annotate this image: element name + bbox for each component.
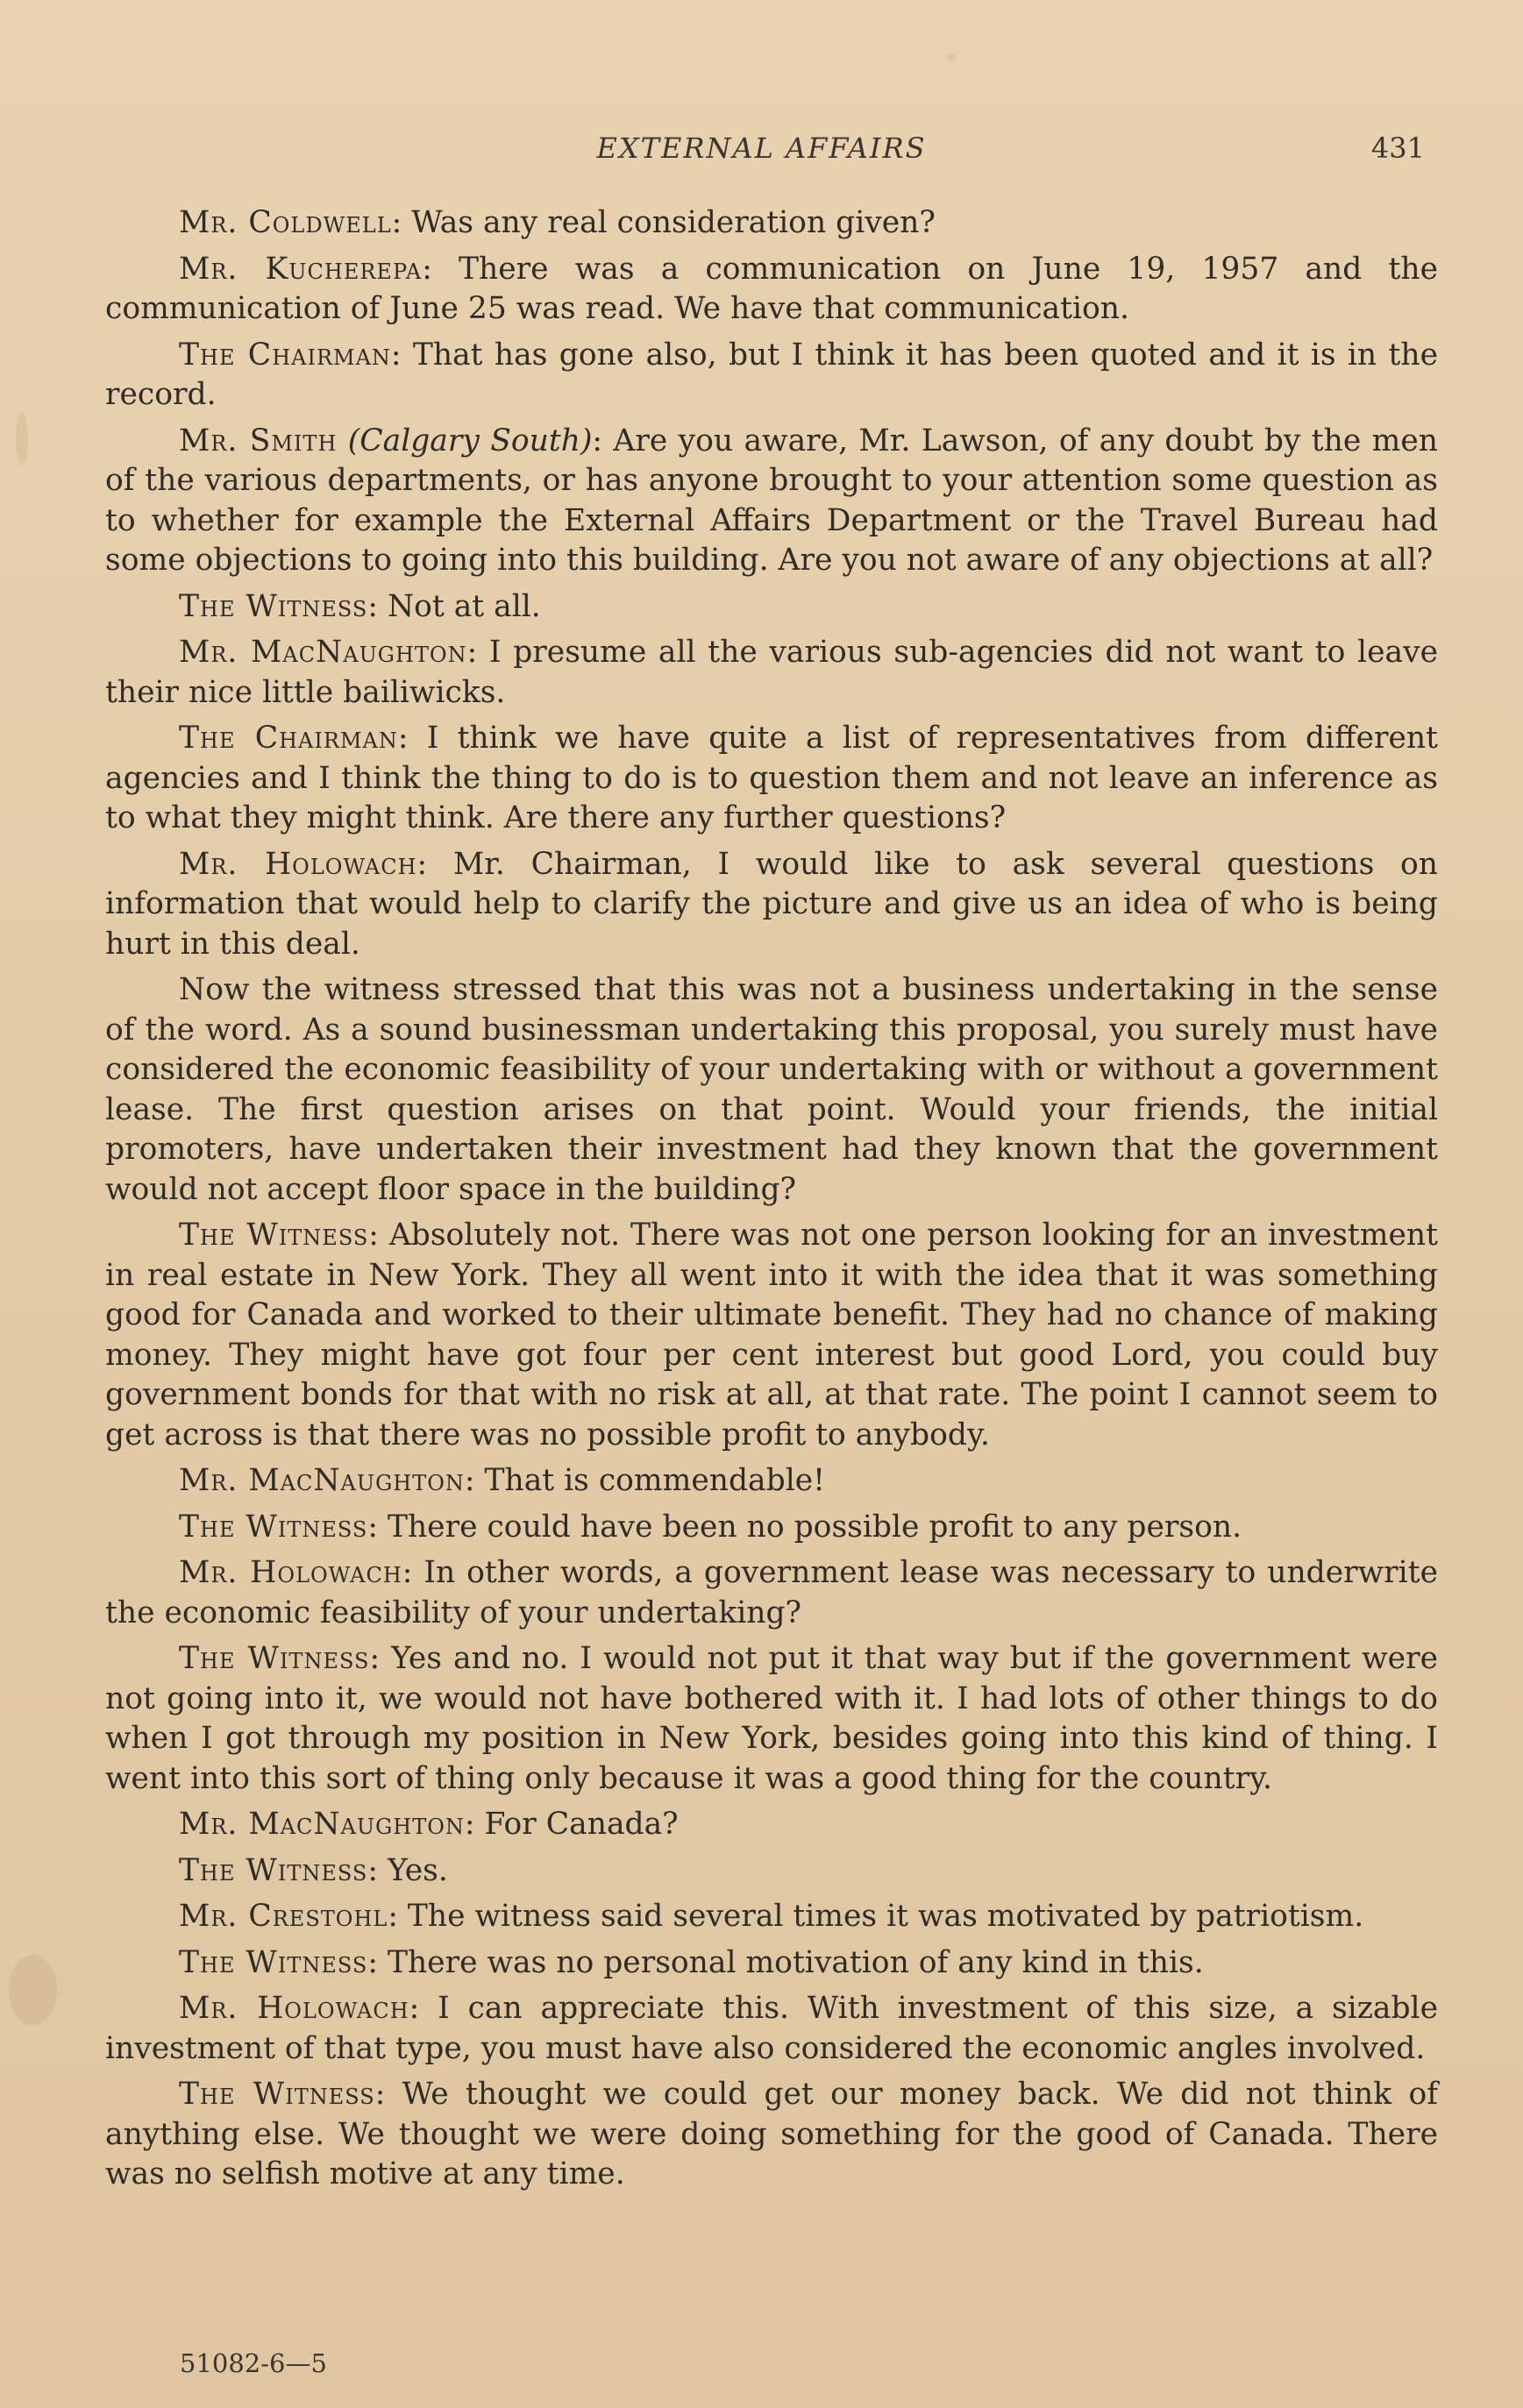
paper-stain <box>947 53 956 61</box>
speaker-name: The Witness <box>179 1218 369 1253</box>
paragraph <box>105 422 1438 581</box>
paragraph-text: : There could have been no possible profit to any person. <box>367 1509 1242 1545</box>
speaker-name: The Witness <box>179 1852 368 1888</box>
paragraph-text: : In other words, a government lease was necessary to underwrite the economic feasibility of your undertaking? <box>105 1555 1438 1630</box>
paragraph <box>105 845 1438 965</box>
paragraph <box>105 1216 1438 1455</box>
paragraph-text: : That has gone also, but I think it has been quoted and it is in the record. <box>105 337 1438 412</box>
speaker-name: The Witness <box>179 588 368 624</box>
footer-code: 51082-6—5 <box>180 2348 327 2378</box>
paragraph <box>105 250 1438 330</box>
paragraph-text: : We thought we could get our money back. We did not think of anything else. We thought we were doing something for the good of Canada. There was no selfish motive at any time. <box>105 2077 1438 2191</box>
paragraph <box>105 1639 1438 1799</box>
speaker-name: Mr. Kucherepa <box>179 251 423 287</box>
paragraph-text: : Yes. <box>367 1852 448 1888</box>
paragraph-text: : Mr. Chairman, I would like to ask several questions on information that would help to clarify the picture and give us an idea of who is being hurt in this deal. <box>105 846 1438 962</box>
paper-stain <box>16 412 28 465</box>
paragraph-text: : Was any real consideration given? <box>391 205 936 240</box>
paragraph-text: : Are you aware, Mr. Lawson, of any doubt by the men of the various departments, or has anyone brought to your attention some question as to whether for example the External Affairs Department or the Travel Bureau had some objections to going into this building. Are you not aware of any objections at all? <box>105 423 1439 578</box>
speaker-name: The Chairman <box>179 721 398 756</box>
paragraph <box>105 1989 1438 2069</box>
speaker-name: Mr. MacNaughton <box>179 635 467 670</box>
paragraph <box>105 719 1438 839</box>
paragraph <box>105 1897 1438 1937</box>
paragraph-text: : The witness said several times it was motivated by patriotism. <box>388 1899 1364 1934</box>
speaker-name: Mr. MacNaughton <box>179 1807 465 1842</box>
speaker-riding: (Calgary South) <box>347 423 593 458</box>
paragraph <box>105 1508 1438 1548</box>
paragraph <box>105 587 1438 628</box>
paper-stain <box>9 1955 57 2025</box>
speaker-name: The Witness <box>179 1641 370 1676</box>
speaker-name: The Witness <box>179 1509 368 1545</box>
speaker-name: Mr. Coldwell <box>179 205 392 240</box>
paragraph <box>105 970 1438 1210</box>
paragraph <box>105 1805 1438 1845</box>
speaker-name: Mr. Holowach <box>179 1991 409 2026</box>
speaker-name: Mr. MacNaughton <box>179 1463 465 1498</box>
paragraph-text: : There was no personal motivation of any kind in this. <box>367 1944 1204 1980</box>
paragraph <box>105 1461 1438 1502</box>
paragraph-text: : I think we have quite a list of representatives from different agencies and I think the thing to do is to question them and not leave an inference as to what they might think. Are there any further questions? <box>105 721 1438 835</box>
paragraph <box>105 336 1438 416</box>
speaker-name: Mr. Holowach <box>179 846 417 882</box>
page-number: 431 <box>1370 131 1425 165</box>
paragraph <box>105 1943 1438 1984</box>
paragraph-text: : Yes and no. I would not put it that way but if the government were not going into it, we would not have bothered with it. I had lots of other things to do when I got through my position in New York, besides going into this kind of thing. I went into this sort of thing only because it was a good thing for the country. <box>105 1641 1439 1796</box>
speaker-name: The Witness <box>179 2077 375 2112</box>
paragraph <box>105 1851 1438 1892</box>
speaker-name: The Witness <box>179 1944 368 1980</box>
paragraph-text: : There was a communication on June 19, 1957 and the communication of June 25 was read. We have that communication. <box>105 251 1438 326</box>
speaker-name: Mr. Holowach <box>179 1555 402 1590</box>
speaker-name: Mr. Crestohl <box>179 1899 388 1934</box>
paragraph-text: Now the witness stressed that this was not a business undertaking in the sense of the word. As a sound businessman undertaking this proposal, you surely must have considered the economic feasibility of your undertaking with or without a government lease. The first question arises on that point. Would your friends, the initial promoters, have undertaken their investment had they known that the government would not accept floor space in the building? <box>105 972 1438 1207</box>
paragraph <box>105 203 1438 244</box>
running-head <box>0 131 1523 175</box>
paragraph-text: : For Canada? <box>464 1807 679 1842</box>
paragraph-text: : I can appreciate this. With investment of this size, a sizable investment of that type, you must have also considered the economic angles involved. <box>105 1991 1438 2066</box>
paragraph-text: : I presume all the various sub-agencies did not want to leave their nice little bailiwicks. <box>105 635 1438 710</box>
speaker-name: Mr. Smith <box>179 423 338 458</box>
paragraph <box>105 2075 1438 2195</box>
paragraph-text: : Absolutely not. There was not one person looking for an investment in real estate in New York. They all went into it with the idea that it was something good for Canada and worked to their ultimate benefit. They had no chance of making money. They might have got four per cent interest but good Lord, you could buy government bonds for that with no risk at all, at that rate. The point I cannot seem to get across is that there was no possible profit to anybody. <box>105 1218 1438 1453</box>
paragraph <box>105 1553 1438 1633</box>
paragraph <box>105 633 1438 713</box>
body-text <box>105 203 1438 2201</box>
paragraph-text: : That is commendable! <box>464 1463 826 1498</box>
speaker-name: The Chairman <box>179 337 391 373</box>
paragraph-text: : Not at all. <box>367 588 541 624</box>
running-title: EXTERNAL AFFAIRS <box>596 131 927 165</box>
